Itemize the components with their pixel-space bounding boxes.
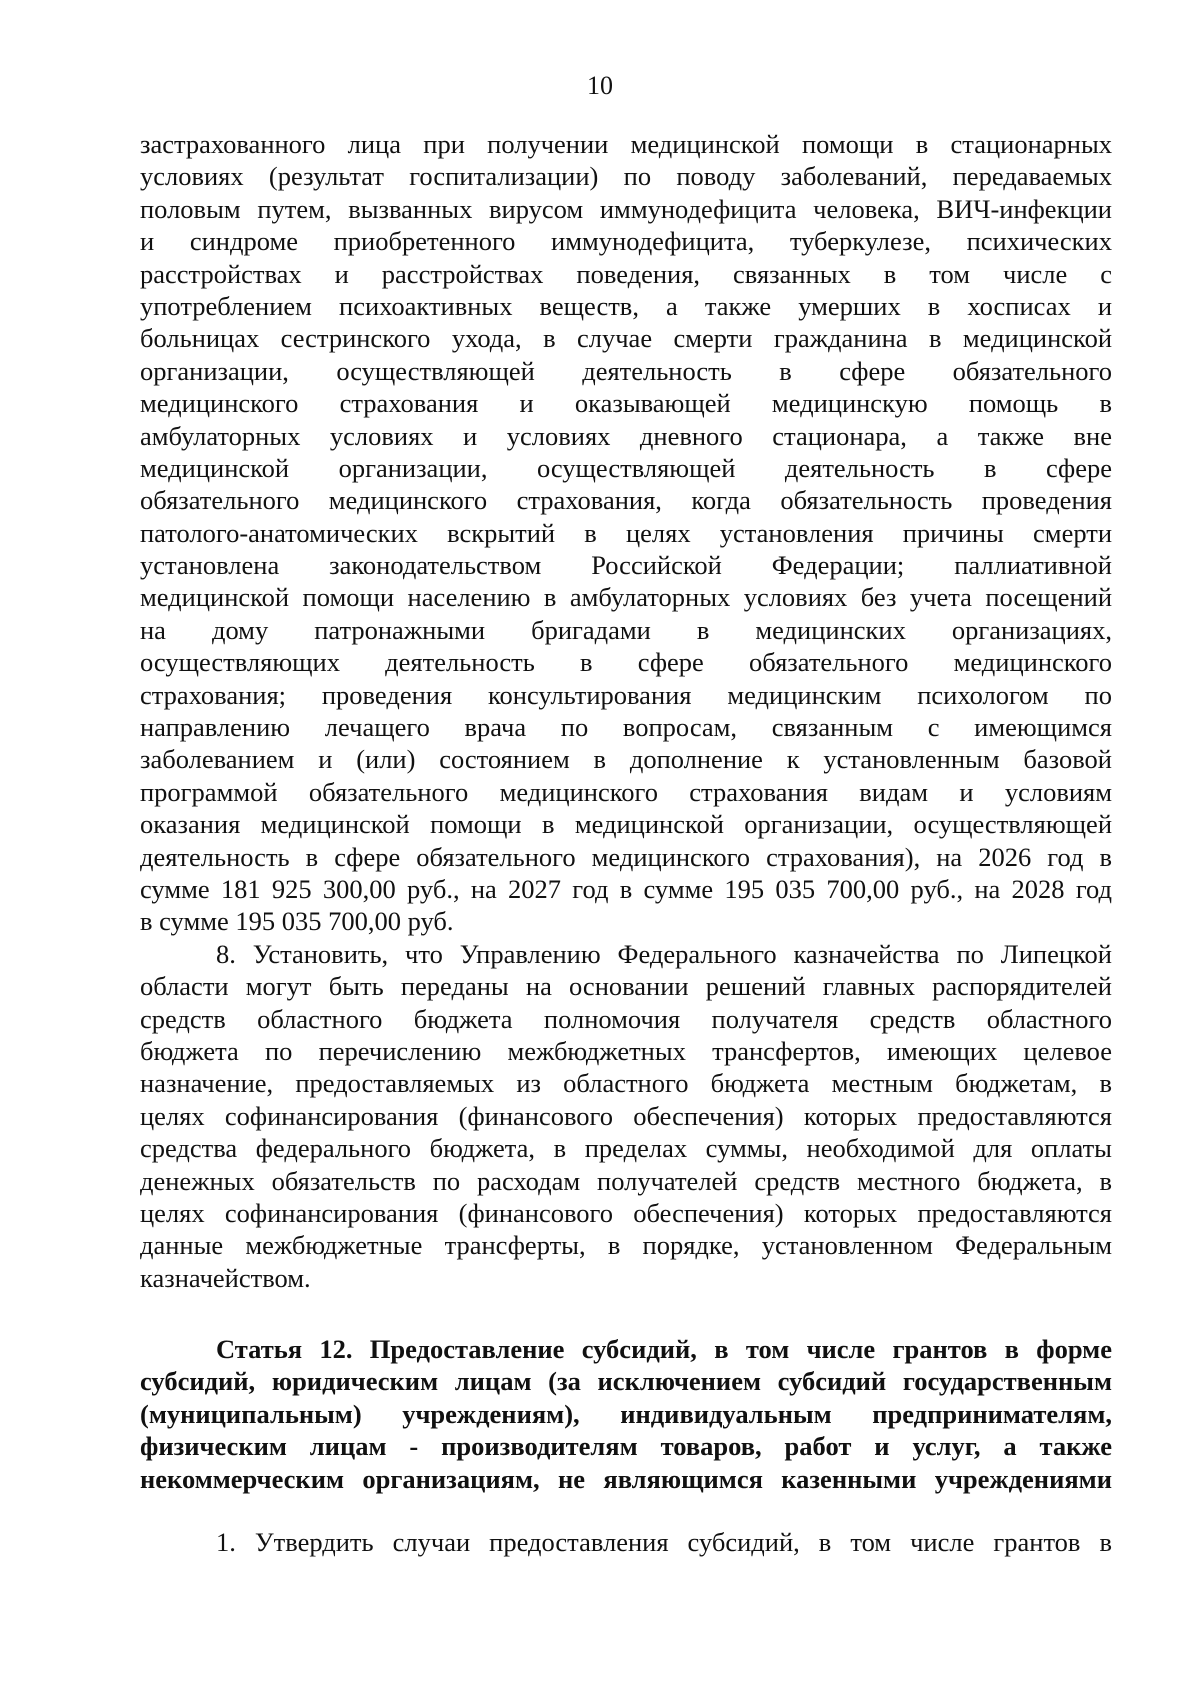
body-line: больницах сестринского ухода, в случае смерти гражданина в медицинской bbox=[140, 323, 1112, 354]
body-line: установлена законодательством Российской Федерации; паллиативной bbox=[140, 550, 1112, 581]
paragraph-first-line: 1. Утвердить случаи предоставления субсидий, в том числе грантов в bbox=[216, 1527, 1112, 1557]
body-line: расстройствах и расстройствах поведения, связанных в том числе с bbox=[140, 258, 1112, 289]
paragraph-first-line: 8. Установить, что Управлению Федерального казначейства по Липецкой bbox=[216, 938, 1112, 969]
body-line: области могут быть переданы на основании решений главных распорядителей bbox=[140, 971, 1112, 1002]
body-line: направлению лечащего врача по вопросам, связанным с имеющимся bbox=[140, 712, 1112, 743]
body-line: осуществляющих деятельность в сфере обязательного медицинского bbox=[140, 647, 1112, 678]
body-line: медицинской организации, осуществляющей деятельность в сфере bbox=[140, 452, 1112, 483]
body-line: данные межбюджетные трансферты, в порядке, установленном Федеральным bbox=[140, 1230, 1112, 1261]
heading-line: некоммерческим организациям, не являющимся казенными учреждениями bbox=[140, 1463, 1112, 1494]
body-line: на дому патронажными бригадами в медицинских организациях, bbox=[140, 614, 1112, 645]
body-line: казначейством. bbox=[140, 1262, 311, 1293]
body-line: употреблением психоактивных веществ, а также умерших в хосписах и bbox=[140, 290, 1112, 321]
page-number: 10 bbox=[587, 71, 613, 100]
body-line: целях софинансирования (финансового обеспечения) которых предоставляются bbox=[140, 1197, 1112, 1228]
body-line: назначение, предоставляемых из областного бюджета местным бюджетам, в bbox=[140, 1068, 1112, 1099]
body-line: половым путем, вызванных вирусом иммунодефицита человека, ВИЧ-инфекции bbox=[140, 193, 1112, 224]
body-line: в сумме 195 035 700,00 руб. bbox=[140, 906, 454, 937]
body-line: условиях (результат госпитализации) по поводу заболеваний, передаваемых bbox=[140, 161, 1112, 192]
body-line: сумме 181 925 300,00 руб., на 2027 год в сумме 195 035 700,00 руб., на 2028 год bbox=[140, 873, 1112, 904]
body-line: патолого-анатомических вскрытий в целях установления причины смерти bbox=[140, 517, 1112, 548]
heading-line: (муниципальным) учреждениям), индивидуальным предпринимателям, bbox=[140, 1398, 1112, 1429]
article-heading bbox=[140, 1333, 1112, 1495]
article-body bbox=[140, 1526, 1112, 1558]
body-line: и синдроме приобретенного иммунодефицита, туберкулезе, психических bbox=[140, 226, 1112, 257]
body-line: организации, осуществляющей деятельность в сфере обязательного bbox=[140, 355, 1112, 386]
body-line: медицинской помощи населению в амбулаторных условиях без учета посещений bbox=[140, 582, 1112, 613]
body-line: медицинского страхования и оказывающей медицинскую помощь в bbox=[140, 388, 1112, 419]
body-line: оказания медицинской помощи в медицинской организации, осуществляющей bbox=[140, 809, 1112, 840]
heading-line: физическим лицам - производителям товаров, работ и услуг, а также bbox=[140, 1431, 1112, 1462]
body-text bbox=[140, 128, 1112, 1294]
body-line: средств областного бюджета полномочия получателя средств областного bbox=[140, 1003, 1112, 1034]
body-line: бюджета по перечислению межбюджетных трансфертов, имеющих целевое bbox=[140, 1035, 1112, 1066]
body-line: амбулаторных условиях и условиях дневного стационара, а также вне bbox=[140, 420, 1112, 451]
body-line: страхования; проведения консультирования медицинским психологом по bbox=[140, 679, 1112, 710]
body-line: заболеванием и (или) состоянием в дополнение к установленным базовой bbox=[140, 744, 1112, 775]
body-line: денежных обязательств по расходам получателей средств местного бюджета, в bbox=[140, 1165, 1112, 1196]
body-line: программой обязательного медицинского страхования видам и условиям bbox=[140, 776, 1112, 807]
heading-line: субсидий, юридическим лицам (за исключением субсидий государственным bbox=[140, 1366, 1112, 1397]
body-line: средства федерального бюджета, в пределах суммы, необходимой для оплаты bbox=[140, 1133, 1112, 1164]
body-line: застрахованного лица при получении медицинской помощи в стационарных bbox=[140, 129, 1112, 159]
body-line: целях софинансирования (финансового обеспечения) которых предоставляются bbox=[140, 1100, 1112, 1131]
heading-line: Статья 12. Предоставление субсидий, в том числе грантов в форме bbox=[216, 1334, 1112, 1364]
body-line: деятельность в сфере обязательного медицинского страхования), на 2026 год в bbox=[140, 841, 1112, 872]
body-line: обязательного медицинского страхования, когда обязательность проведения bbox=[140, 485, 1112, 516]
